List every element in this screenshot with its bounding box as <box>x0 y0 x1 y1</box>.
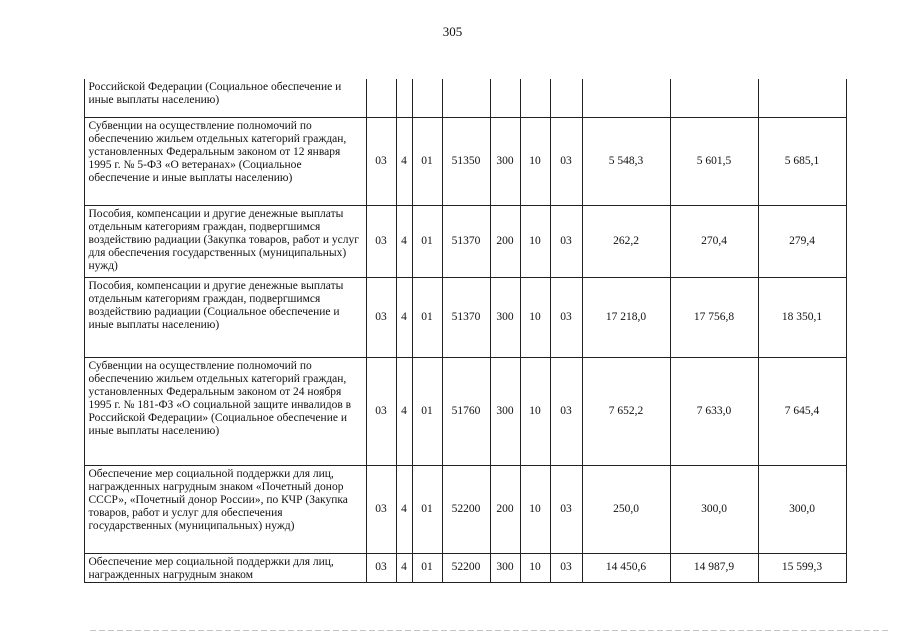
code-cell-c5 <box>490 79 520 117</box>
amount-cell-v2 <box>670 79 758 117</box>
code-cell-c5: 300 <box>490 357 520 465</box>
code-cell-c5: 300 <box>490 277 520 357</box>
description-cell: Обеспечение мер социальной поддержки для лиц, награжденных нагрудным знаком «Почетный донор СССР», «Почетный донор России», по КЧР (Закупка товаров, работ и услуг для обеспечения государственных (муниципальных) нужд) <box>84 465 366 553</box>
amount-cell-v1 <box>582 79 670 117</box>
code-cell-c1: 03 <box>366 117 396 205</box>
code-cell-c1 <box>366 79 396 117</box>
code-cell-c2: 4 <box>396 117 412 205</box>
code-cell-c6 <box>520 79 550 117</box>
code-cell-c2 <box>396 79 412 117</box>
code-cell-c6: 10 <box>520 357 550 465</box>
code-cell-c3: 01 <box>412 117 442 205</box>
amount-cell-v1: 7 652,2 <box>582 357 670 465</box>
amount-cell-v2: 14 987,9 <box>670 553 758 582</box>
code-cell-c6: 10 <box>520 205 550 277</box>
table-row <box>48 553 846 582</box>
table-row <box>48 205 846 277</box>
code-cell-c3: 01 <box>412 465 442 553</box>
code-cell-c4: 52200 <box>442 553 490 582</box>
code-cell-c4: 52200 <box>442 465 490 553</box>
amount-cell-v2: 7 633,0 <box>670 357 758 465</box>
amount-cell-v1: 17 218,0 <box>582 277 670 357</box>
code-cell-c5: 300 <box>490 553 520 582</box>
code-cell-c1: 03 <box>366 277 396 357</box>
code-cell-c3 <box>412 79 442 117</box>
code-cell-c6: 10 <box>520 553 550 582</box>
description-cell: Субвенции на осуществление полномочий по обеспечению жильем отдельных категорий граждан, установленных Федеральным законом от 12 января 1995 г. № 5-ФЗ «О ветеранах» (Социальное обеспечение и иные выплаты населению) <box>84 117 366 205</box>
amount-cell-v1: 14 450,6 <box>582 553 670 582</box>
table-row <box>48 465 846 553</box>
amount-cell-v1: 5 548,3 <box>582 117 670 205</box>
amount-cell-v2: 5 601,5 <box>670 117 758 205</box>
code-cell-c4 <box>442 79 490 117</box>
row-number-cell <box>48 117 84 205</box>
amount-cell-v2: 17 756,8 <box>670 277 758 357</box>
amount-cell-v3: 5 685,1 <box>758 117 846 205</box>
code-cell-c6: 10 <box>520 277 550 357</box>
code-cell-c7: 03 <box>550 465 582 553</box>
code-cell-c3: 01 <box>412 205 442 277</box>
table-row <box>48 117 846 205</box>
code-cell-c1: 03 <box>366 553 396 582</box>
row-number-cell <box>48 205 84 277</box>
code-cell-c4: 51760 <box>442 357 490 465</box>
code-cell-c5: 200 <box>490 465 520 553</box>
code-cell-c7: 03 <box>550 277 582 357</box>
code-cell-c2: 4 <box>396 205 412 277</box>
code-cell-c1: 03 <box>366 465 396 553</box>
code-cell-c3: 01 <box>412 277 442 357</box>
amount-cell-v2: 300,0 <box>670 465 758 553</box>
amount-cell-v3: 7 645,4 <box>758 357 846 465</box>
scan-artifact-line <box>90 630 890 631</box>
code-cell-c2: 4 <box>396 357 412 465</box>
code-cell-c6: 10 <box>520 465 550 553</box>
amount-cell-v3: 18 350,1 <box>758 277 846 357</box>
code-cell-c7: 03 <box>550 357 582 465</box>
description-cell: Обеспечение мер социальной поддержки для лиц, награжденных нагрудным знаком <box>84 553 366 582</box>
code-cell-c4: 51370 <box>442 277 490 357</box>
amount-cell-v1: 250,0 <box>582 465 670 553</box>
row-number-cell <box>48 465 84 553</box>
table-row <box>48 277 846 357</box>
table-row <box>48 79 846 117</box>
code-cell-c7: 03 <box>550 117 582 205</box>
amount-cell-v3: 15 599,3 <box>758 553 846 582</box>
code-cell-c5: 200 <box>490 205 520 277</box>
code-cell-c7: 03 <box>550 205 582 277</box>
code-cell-c2: 4 <box>396 465 412 553</box>
page-number: 305 <box>442 24 463 39</box>
code-cell-c7: 03 <box>550 553 582 582</box>
code-cell-c2: 4 <box>396 553 412 582</box>
row-number-cell <box>48 357 84 465</box>
description-cell: Субвенции на осуществление полномочий по обеспечению жильем отдельных категорий граждан, установленных Федеральным законом от 24 ноября 1995 г. № 181-ФЗ «О социальной защите инвалидов в Российской Федерации» (Социальное обеспечение и иные выплаты населению) <box>84 357 366 465</box>
table-row <box>48 357 846 465</box>
code-cell-c3: 01 <box>412 553 442 582</box>
amount-cell-v3 <box>758 79 846 117</box>
code-cell-c2: 4 <box>396 277 412 357</box>
code-cell-c7 <box>550 79 582 117</box>
amount-cell-v3: 279,4 <box>758 205 846 277</box>
amount-cell-v3: 300,0 <box>758 465 846 553</box>
description-cell: Пособия, компенсации и другие денежные выплаты отдельным категориям граждан, подвергшимся воздействию радиации (Социальное обеспечение и иные выплаты населению) <box>84 277 366 357</box>
description-cell: Российской Федерации (Социальное обеспечение и иные выплаты населению) <box>84 79 366 117</box>
code-cell-c1: 03 <box>366 205 396 277</box>
description-cell: Пособия, компенсации и другие денежные выплаты отдельным категориям граждан, подвергшимся воздействию радиации (Закупка товаров, работ и услуг для обеспечения государственных (муниципальных) нужд) <box>84 205 366 277</box>
code-cell-c6: 10 <box>520 117 550 205</box>
row-number-cell <box>48 277 84 357</box>
budget-table <box>48 79 847 583</box>
row-number-cell <box>48 79 84 117</box>
code-cell-c1: 03 <box>366 357 396 465</box>
amount-cell-v2: 270,4 <box>670 205 758 277</box>
code-cell-c3: 01 <box>412 357 442 465</box>
row-number-cell <box>48 553 84 582</box>
code-cell-c4: 51370 <box>442 205 490 277</box>
code-cell-c5: 300 <box>490 117 520 205</box>
amount-cell-v1: 262,2 <box>582 205 670 277</box>
code-cell-c4: 51350 <box>442 117 490 205</box>
